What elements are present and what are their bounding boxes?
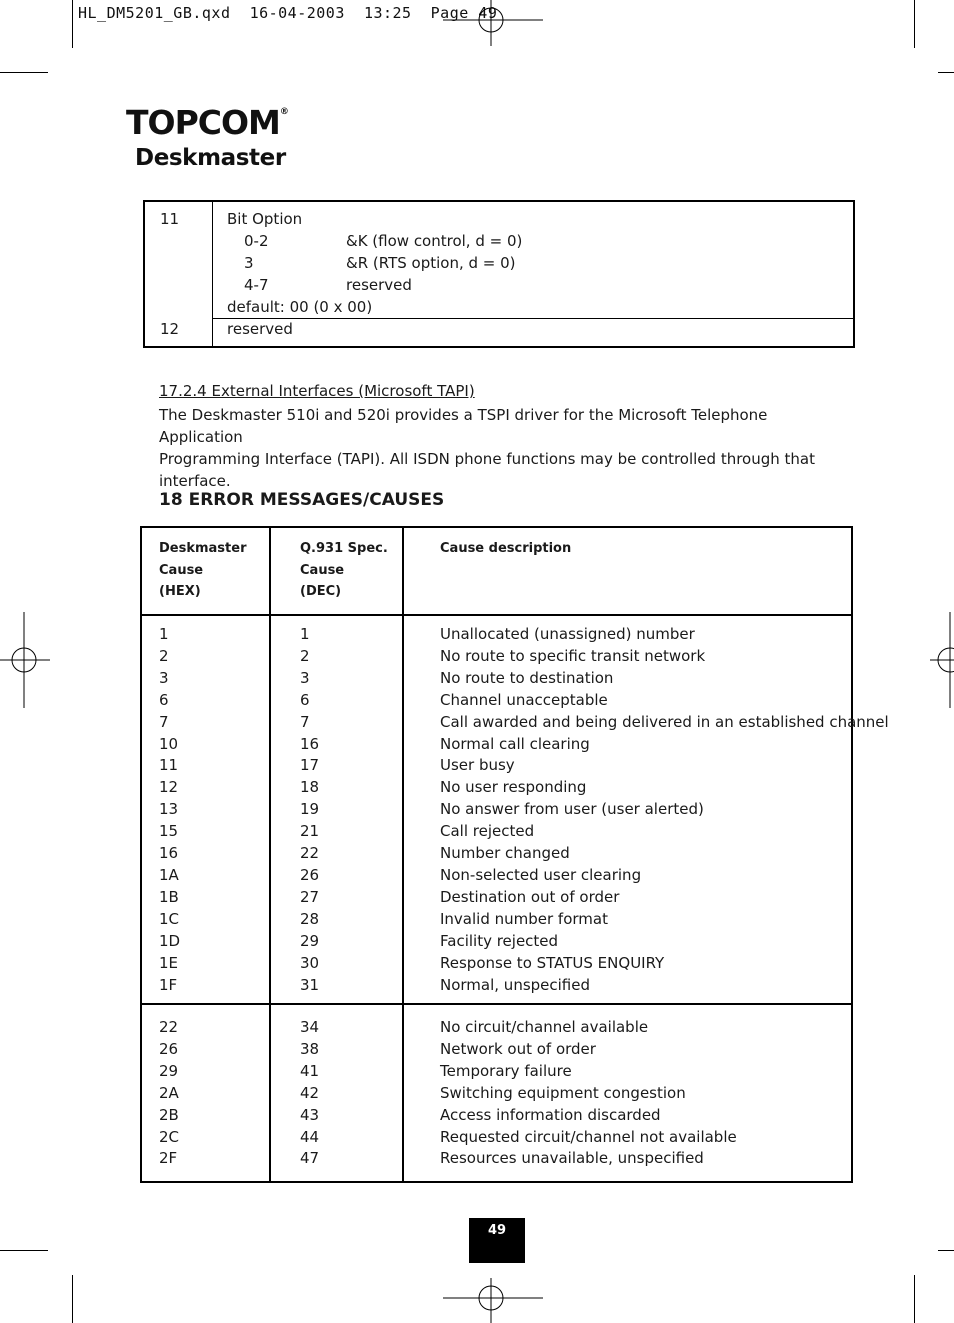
column-divider bbox=[269, 528, 271, 1181]
cause-description: Requested circuit/channel not available bbox=[440, 1127, 737, 1146]
cause-description: Facility rejected bbox=[440, 931, 559, 950]
cause-dec: 44 bbox=[300, 1127, 320, 1146]
cause-dec: 19 bbox=[300, 800, 320, 819]
header-line: Cause description bbox=[440, 541, 572, 556]
cause-description: User busy bbox=[440, 756, 515, 775]
slug-date: 16-04-2003 bbox=[249, 4, 345, 22]
cause-dec: 29 bbox=[300, 931, 320, 950]
header-line: Cause bbox=[159, 562, 204, 578]
register-table bbox=[143, 200, 855, 348]
cause-hex: 2A bbox=[159, 1083, 179, 1102]
cause-hex: 29 bbox=[159, 1061, 179, 1080]
cause-description: Unallocated (unassigned) number bbox=[440, 625, 695, 643]
cause-hex: 6 bbox=[159, 690, 169, 709]
crop-mark bbox=[938, 1250, 954, 1251]
cause-description: Call awarded and being delivered in an established channel bbox=[440, 712, 889, 731]
hex-column-group1 bbox=[159, 624, 180, 996]
cause-description: Call rejected bbox=[440, 822, 535, 841]
cause-hex: 11 bbox=[159, 756, 179, 775]
cause-description: No circuit/channel available bbox=[440, 1018, 649, 1036]
cause-description: Response to STATUS ENQUIRY bbox=[440, 953, 665, 972]
slug-time: 13:25 bbox=[363, 4, 412, 22]
row-divider bbox=[142, 1003, 851, 1005]
cause-hex: 26 bbox=[159, 1039, 179, 1058]
cause-description: Channel unacceptable bbox=[440, 690, 608, 709]
cause-dec: 42 bbox=[300, 1083, 320, 1102]
cause-dec: 16 bbox=[300, 734, 320, 753]
bit-range: 4-7 bbox=[244, 276, 269, 294]
cause-description: No answer from user (user alerted) bbox=[440, 800, 704, 819]
cause-dec: 26 bbox=[300, 865, 320, 884]
row-number: 12 bbox=[160, 320, 180, 338]
cause-description: Switching equipment congestion bbox=[440, 1083, 686, 1102]
column-divider bbox=[402, 528, 404, 1181]
slug-filename: HL_DM5201_GB.qxd bbox=[78, 4, 231, 22]
cause-dec: 3 bbox=[300, 668, 310, 687]
subsection-heading: 17.2.4 External Interfaces (Microsoft TAPI) bbox=[159, 382, 475, 400]
header-line: (HEX) bbox=[159, 584, 201, 599]
row-title: Bit Option bbox=[227, 210, 303, 228]
cause-dec: 7 bbox=[300, 712, 310, 731]
cause-dec: 38 bbox=[300, 1039, 320, 1058]
registered-mark: ® bbox=[279, 107, 288, 117]
cause-dec: 47 bbox=[300, 1149, 320, 1168]
cause-description: Invalid number format bbox=[440, 909, 608, 928]
cause-description: Normal, unspecified bbox=[440, 975, 590, 994]
cause-description: Non-selected user clearing bbox=[440, 865, 642, 884]
paragraph-line: The Deskmaster 510i and 520i provides a TSPI driver for the Microsoft Telephone Application bbox=[159, 406, 768, 446]
product-name: Deskmaster bbox=[135, 145, 286, 171]
cause-hex: 1A bbox=[159, 865, 179, 884]
cause-hex: 1D bbox=[159, 931, 181, 950]
cause-hex: 1B bbox=[159, 887, 179, 906]
hex-column-group2 bbox=[159, 1017, 179, 1170]
table-divider bbox=[212, 202, 213, 346]
cause-dec: 17 bbox=[300, 756, 320, 775]
page-number: 49 bbox=[469, 1218, 525, 1263]
section-title: 18 ERROR MESSAGES/CAUSES bbox=[159, 490, 445, 510]
paragraph-line: Programming Interface (TAPI). All ISDN phone functions may be controlled through that interface. bbox=[159, 450, 815, 490]
cause-description: No user responding bbox=[440, 778, 587, 797]
slug-page: Page 49 bbox=[430, 4, 498, 22]
cause-hex: 1F bbox=[159, 975, 178, 994]
print-slug bbox=[78, 4, 497, 22]
bit-range: 3 bbox=[244, 254, 254, 272]
cause-description: Network out of order bbox=[440, 1039, 596, 1058]
header-dec-cause bbox=[300, 538, 388, 603]
topcom-logo bbox=[126, 103, 288, 142]
crop-mark bbox=[938, 72, 954, 73]
header-line: Q.931 Spec. bbox=[300, 541, 388, 556]
dec-column-group2 bbox=[300, 1017, 319, 1170]
description-column-group1 bbox=[440, 624, 889, 996]
crop-mark bbox=[914, 1275, 915, 1323]
cause-description: Number changed bbox=[440, 844, 570, 863]
cause-hex: 16 bbox=[159, 844, 179, 863]
logo-text: TOPCOM bbox=[126, 103, 280, 142]
cause-dec: 18 bbox=[300, 778, 320, 797]
default-value: default: 00 (0 x 00) bbox=[227, 298, 373, 316]
registration-mark-icon bbox=[0, 612, 50, 708]
cause-hex: 22 bbox=[159, 1018, 179, 1036]
cause-hex: 12 bbox=[159, 778, 179, 797]
cause-hex: 13 bbox=[159, 800, 179, 819]
cause-hex: 10 bbox=[159, 734, 179, 753]
cause-description: Normal call clearing bbox=[440, 734, 590, 753]
cause-dec: 43 bbox=[300, 1105, 320, 1124]
cause-dec: 31 bbox=[300, 975, 320, 994]
cause-dec: 27 bbox=[300, 887, 320, 906]
cause-dec: 6 bbox=[300, 690, 310, 709]
header-line: Cause bbox=[300, 562, 345, 578]
cause-hex: 7 bbox=[159, 712, 169, 731]
cause-description: No route to destination bbox=[440, 668, 614, 687]
cause-description: Temporary failure bbox=[440, 1061, 572, 1080]
crop-mark bbox=[0, 1250, 48, 1251]
bit-description: &R (RTS option, d = 0) bbox=[346, 254, 516, 272]
cause-hex: 2F bbox=[159, 1149, 178, 1168]
table-divider bbox=[212, 318, 853, 319]
cause-dec: 1 bbox=[300, 625, 310, 643]
dec-column-group1 bbox=[300, 624, 319, 996]
bit-description: &K (flow control, d = 0) bbox=[346, 232, 523, 250]
cause-description: Destination out of order bbox=[440, 887, 620, 906]
cause-description: Access information discarded bbox=[440, 1105, 661, 1124]
crop-mark bbox=[914, 0, 915, 48]
bit-range: 0-2 bbox=[244, 232, 269, 250]
header-description bbox=[440, 538, 571, 560]
description-column-group2 bbox=[440, 1017, 737, 1170]
cause-hex: 3 bbox=[159, 668, 169, 687]
bit-description: reserved bbox=[346, 276, 412, 294]
cause-dec: 2 bbox=[300, 646, 310, 665]
cause-dec: 21 bbox=[300, 822, 320, 841]
registration-mark-icon bbox=[443, 1278, 543, 1323]
cause-description: Resources unavailable, unspecified bbox=[440, 1149, 704, 1168]
row-divider bbox=[142, 614, 851, 616]
cause-dec: 28 bbox=[300, 909, 320, 928]
cause-hex: 2C bbox=[159, 1127, 180, 1146]
cause-hex: 2B bbox=[159, 1105, 179, 1124]
paragraph bbox=[159, 404, 849, 492]
cause-hex: 2 bbox=[159, 646, 169, 665]
row-number: 11 bbox=[160, 210, 180, 228]
crop-mark bbox=[72, 1275, 73, 1323]
cause-hex: 1E bbox=[159, 953, 179, 972]
row-text: reserved bbox=[227, 320, 293, 338]
cause-hex: 1C bbox=[159, 909, 180, 928]
cause-dec: 30 bbox=[300, 953, 320, 972]
cause-hex: 1 bbox=[159, 625, 169, 643]
cause-dec: 22 bbox=[300, 844, 320, 863]
crop-mark bbox=[72, 0, 73, 48]
cause-dec: 41 bbox=[300, 1061, 320, 1080]
cause-hex: 15 bbox=[159, 822, 179, 841]
header-hex-cause bbox=[159, 538, 247, 603]
crop-mark bbox=[0, 72, 48, 73]
header-line: Deskmaster bbox=[159, 541, 247, 556]
registration-mark-icon bbox=[443, 0, 543, 46]
cause-dec: 34 bbox=[300, 1018, 320, 1036]
error-causes-table bbox=[140, 526, 889, 1183]
registration-mark-icon bbox=[930, 612, 954, 708]
cause-description: No route to specific transit network bbox=[440, 646, 706, 665]
header-line: (DEC) bbox=[300, 584, 342, 599]
